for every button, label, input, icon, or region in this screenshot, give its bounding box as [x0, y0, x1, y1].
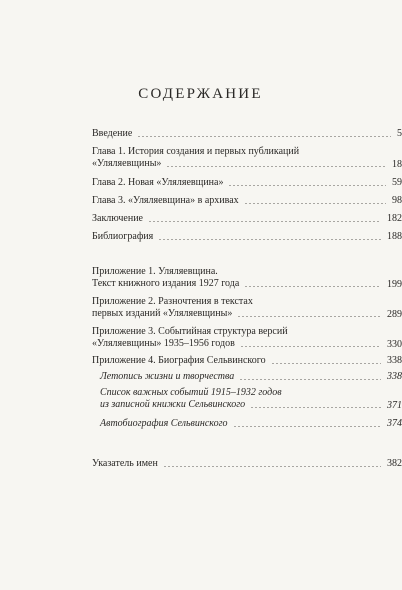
toc-entry — [92, 176, 402, 189]
toc-subentry — [100, 370, 402, 383]
toc-entry-title: Список важных событий 1915–1932 годов — [100, 387, 282, 398]
toc-entry — [92, 325, 402, 351]
toc-entry-title: Летопись жизни и творчества — [100, 371, 235, 382]
toc-entry-title: Приложение 1. Уляляевщина. — [92, 266, 218, 277]
toc-entry — [92, 265, 402, 291]
toc-entry-title: Указатель имен — [92, 458, 158, 469]
toc-entry-title: Глава 2. Новая «Уляляевщина» — [92, 177, 224, 188]
toc-leader-dots — [158, 239, 381, 240]
toc-page-number: 338 — [387, 371, 402, 382]
toc-entry — [92, 127, 402, 140]
toc-leader-dots — [244, 203, 386, 204]
toc-page-number: 199 — [387, 279, 402, 290]
toc-entry — [92, 354, 402, 367]
toc-entry — [92, 212, 402, 225]
toc-entry-title: первых изданий «Уляляевщины» — [92, 308, 233, 319]
toc-page-number: 289 — [387, 309, 402, 320]
toc-entry-title: Приложение 3. Событийная структура версий — [92, 326, 288, 337]
toc-entry-title: Приложение 2. Разночтения в текстах — [92, 296, 253, 307]
toc-page-number: 338 — [387, 355, 402, 366]
toc-entry — [92, 145, 402, 171]
toc-page-number: 188 — [387, 231, 402, 242]
toc-entry-title: «Уляляевщины» 1935–1956 годов — [92, 338, 235, 349]
toc-leader-dots — [163, 466, 381, 467]
toc-leader-dots — [148, 221, 381, 222]
toc-entry-title: «Уляляевщины» — [92, 158, 162, 169]
toc-entry — [92, 457, 402, 470]
toc-leader-dots — [137, 136, 391, 137]
toc-entry — [92, 295, 402, 321]
toc-leader-dots — [250, 407, 381, 408]
toc-page-number: 59 — [392, 177, 402, 188]
toc-entry-title: Глава 3. «Уляляевщина» в архивах — [92, 195, 239, 206]
toc-page-number: 330 — [387, 339, 402, 350]
toc-entry-title: из записной книжки Сельвинского — [100, 399, 246, 410]
toc-page-number: 382 — [387, 458, 402, 469]
toc-page-number: 374 — [387, 418, 402, 429]
toc-entry — [92, 194, 402, 207]
toc-page-number: 98 — [392, 195, 402, 206]
toc-page-number: 5 — [397, 128, 402, 139]
toc-leader-dots — [228, 185, 386, 186]
toc-leader-dots — [244, 286, 381, 287]
toc-page-number: 182 — [387, 213, 402, 224]
toc-entry-title: Заключение — [92, 213, 143, 224]
toc-entry-title: Глава 1. История создания и первых публикаций — [92, 146, 300, 157]
toc-subentry — [100, 386, 402, 412]
page-title: СОДЕРЖАНИЕ — [138, 86, 263, 102]
toc-entry-title: Приложение 4. Биография Сельвинского — [92, 355, 266, 366]
toc-entry-title: Введение — [92, 128, 133, 139]
toc-leader-dots — [239, 379, 381, 380]
toc-leader-dots — [271, 363, 381, 364]
toc-entry-title: Библиография — [92, 231, 154, 242]
toc-entry — [92, 230, 402, 243]
toc-entry-title: Автобиография Сельвинского — [100, 418, 228, 429]
toc-page-number: 18 — [392, 159, 402, 170]
toc-leader-dots — [237, 316, 381, 317]
toc-leader-dots — [166, 166, 386, 167]
toc-leader-dots — [233, 426, 382, 427]
toc-entry-title: Текст книжного издания 1927 года — [92, 278, 240, 289]
toc-page-number: 371 — [387, 400, 402, 411]
toc-subentry — [100, 417, 402, 430]
toc-leader-dots — [240, 346, 381, 347]
